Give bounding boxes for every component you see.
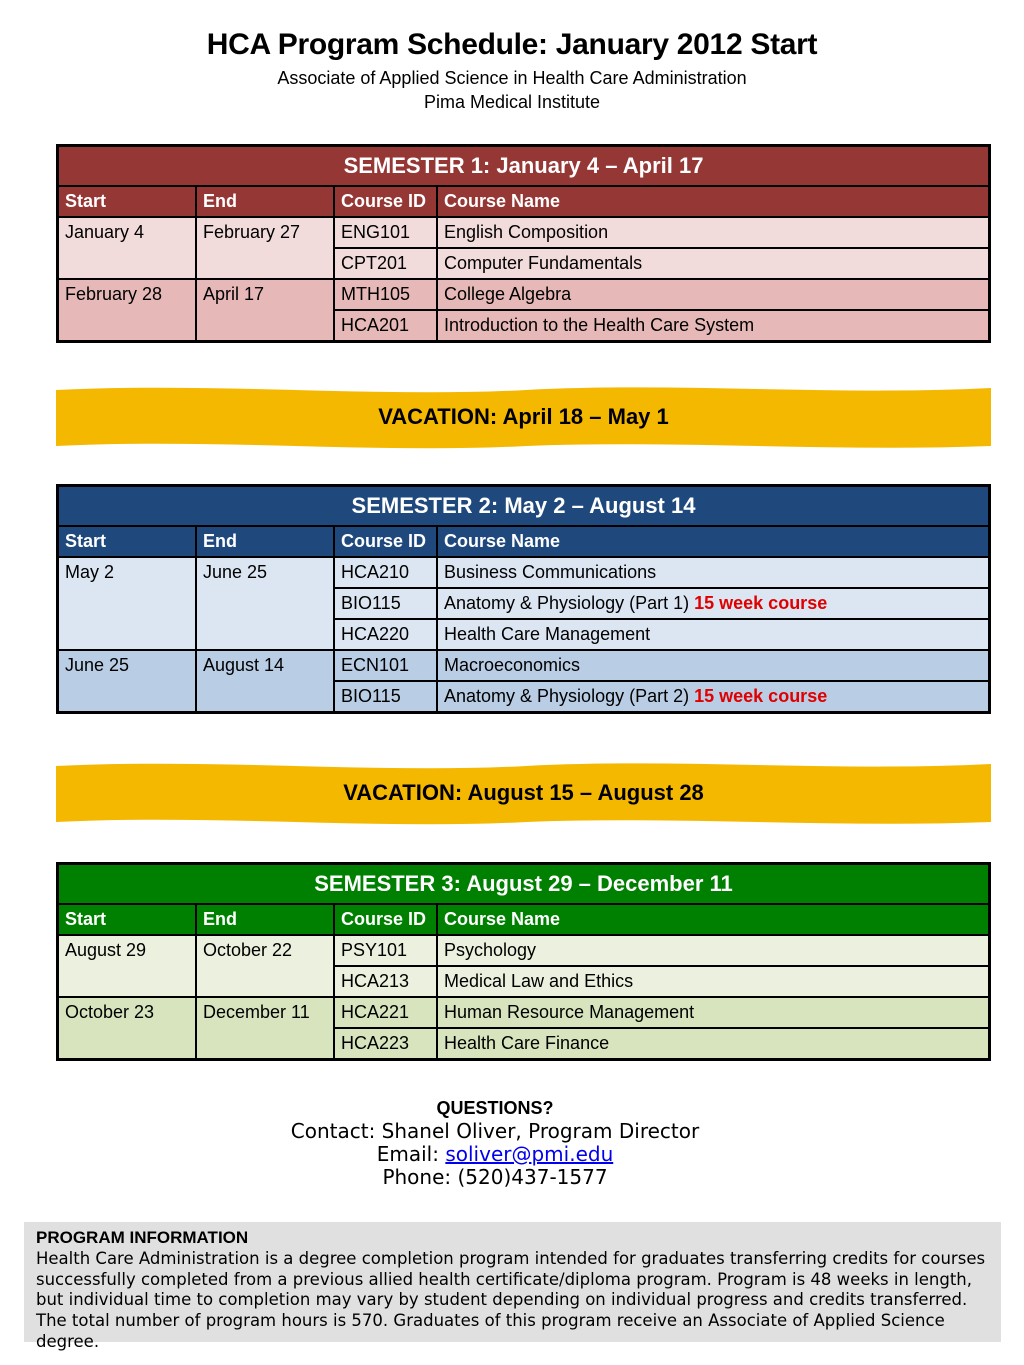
course-name: Psychology: [437, 935, 990, 966]
vacation-2-banner: [56, 760, 991, 826]
program-subtitle: Associate of Applied Science in Health Care Administration: [277, 68, 747, 88]
page-title: HCA Program Schedule: January 2012 Start: [206, 28, 818, 61]
email-line: [0, 1143, 990, 1166]
course-id: BIO115: [334, 588, 437, 619]
phone-line: Phone: (520)437-1577: [382, 1165, 608, 1189]
course-name: Computer Fundamentals: [437, 248, 990, 279]
block-start: October 23: [58, 997, 197, 1060]
block-start: January 4: [58, 217, 197, 279]
course-name: Introduction to the Health Care System: [437, 310, 990, 342]
block-start: May 2: [58, 557, 197, 650]
block-end: February 27: [196, 217, 334, 279]
course-id: HCA223: [334, 1028, 437, 1060]
program-info-box: [24, 1222, 1001, 1351]
course-name: [437, 557, 990, 588]
course-name: College Algebra: [437, 279, 990, 310]
semester-1-table: [56, 144, 991, 343]
block-end: October 22: [196, 935, 334, 997]
course-id: MTH105: [334, 279, 437, 310]
semester-3-table: [56, 862, 991, 1061]
course-name: [437, 650, 990, 681]
course-id: HCA201: [334, 310, 437, 342]
col-course-name-header: Course Name: [437, 186, 990, 217]
course-name: Health Care Finance: [437, 1028, 990, 1060]
course-name: Medical Law and Ethics: [437, 966, 990, 997]
course-name-text: Anatomy & Physiology (Part 1): [444, 593, 690, 613]
contact-line: Contact: Shanel Oliver, Program Director: [290, 1119, 700, 1143]
course-id: ENG101: [334, 217, 437, 248]
course-id: HCA220: [334, 619, 437, 650]
block-end: April 17: [196, 279, 334, 342]
block-start: August 29: [58, 935, 197, 997]
block-end: June 25: [196, 557, 334, 650]
course-name: English Composition: [437, 217, 990, 248]
col-end-header: End: [196, 186, 334, 217]
email-link[interactable]: soliver@pmi.edu: [445, 1142, 614, 1166]
table-row: [58, 997, 990, 1028]
questions-heading: QUESTIONS?: [436, 1098, 554, 1118]
table-row: [58, 935, 990, 966]
vacation-1-banner: [56, 384, 991, 450]
semester-1-title: SEMESTER 1: January 4 – April 17: [58, 146, 990, 187]
table-row: [58, 279, 990, 310]
col-start-header: Start: [58, 186, 197, 217]
course-name: [437, 588, 990, 619]
email-label: Email:: [376, 1142, 439, 1166]
table-row: [58, 650, 990, 681]
vacation-1-text: VACATION: April 18 – May 1: [378, 404, 669, 429]
semester-3-title: SEMESTER 3: August 29 – December 11: [58, 864, 990, 905]
program-info-heading: PROGRAM INFORMATION: [36, 1228, 249, 1247]
col-start-header: Start: [58, 904, 197, 935]
course-name-text: Business Communications: [444, 562, 657, 582]
institution-name: Pima Medical Institute: [423, 92, 601, 112]
col-course-name-header: Course Name: [437, 904, 990, 935]
course-name-text: Health Care Management: [444, 624, 651, 644]
semester-2-table: [56, 484, 991, 714]
course-id: HCA213: [334, 966, 437, 997]
block-start: February 28: [58, 279, 197, 342]
course-id: BIO115: [334, 681, 437, 713]
course-name: Human Resource Management: [437, 997, 990, 1028]
table-row: [58, 217, 990, 248]
col-course-name-header: Course Name: [437, 526, 990, 557]
block-end: August 14: [196, 650, 334, 713]
col-course-id-header: Course ID: [334, 526, 437, 557]
course-duration-note: 15 week course: [694, 686, 828, 706]
course-duration-note: 15 week course: [694, 593, 828, 613]
course-name-text: Anatomy & Physiology (Part 2): [444, 686, 690, 706]
semester-2-title: SEMESTER 2: May 2 – August 14: [58, 486, 990, 527]
col-course-id-header: Course ID: [334, 904, 437, 935]
course-id: HCA221: [334, 997, 437, 1028]
course-id: ECN101: [334, 650, 437, 681]
vacation-2-text: VACATION: August 15 – August 28: [343, 780, 704, 805]
program-info-text: Health Care Administration is a degree completion program intended for graduates transferring credits for courses successfully completed from a previous allied health certificate/diploma program. Program is 48 weeks in length, but individual time to completion may vary by student depending on individual progress and credits transferred. The total number of program hours is 570. Graduates of this program receive an Associate of Applied Science degree.: [36, 1248, 986, 1351]
course-id: HCA210: [334, 557, 437, 588]
col-end-header: End: [196, 904, 334, 935]
col-course-id-header: Course ID: [334, 186, 437, 217]
course-name-text: Macroeconomics: [444, 655, 581, 675]
contact-section: [0, 1097, 990, 1189]
col-start-header: Start: [58, 526, 197, 557]
col-end-header: End: [196, 526, 334, 557]
course-id: CPT201: [334, 248, 437, 279]
table-row: [58, 557, 990, 588]
course-id: PSY101: [334, 935, 437, 966]
course-name: [437, 681, 990, 713]
block-end: December 11: [196, 997, 334, 1060]
block-start: June 25: [58, 650, 197, 713]
course-name: [437, 619, 990, 650]
